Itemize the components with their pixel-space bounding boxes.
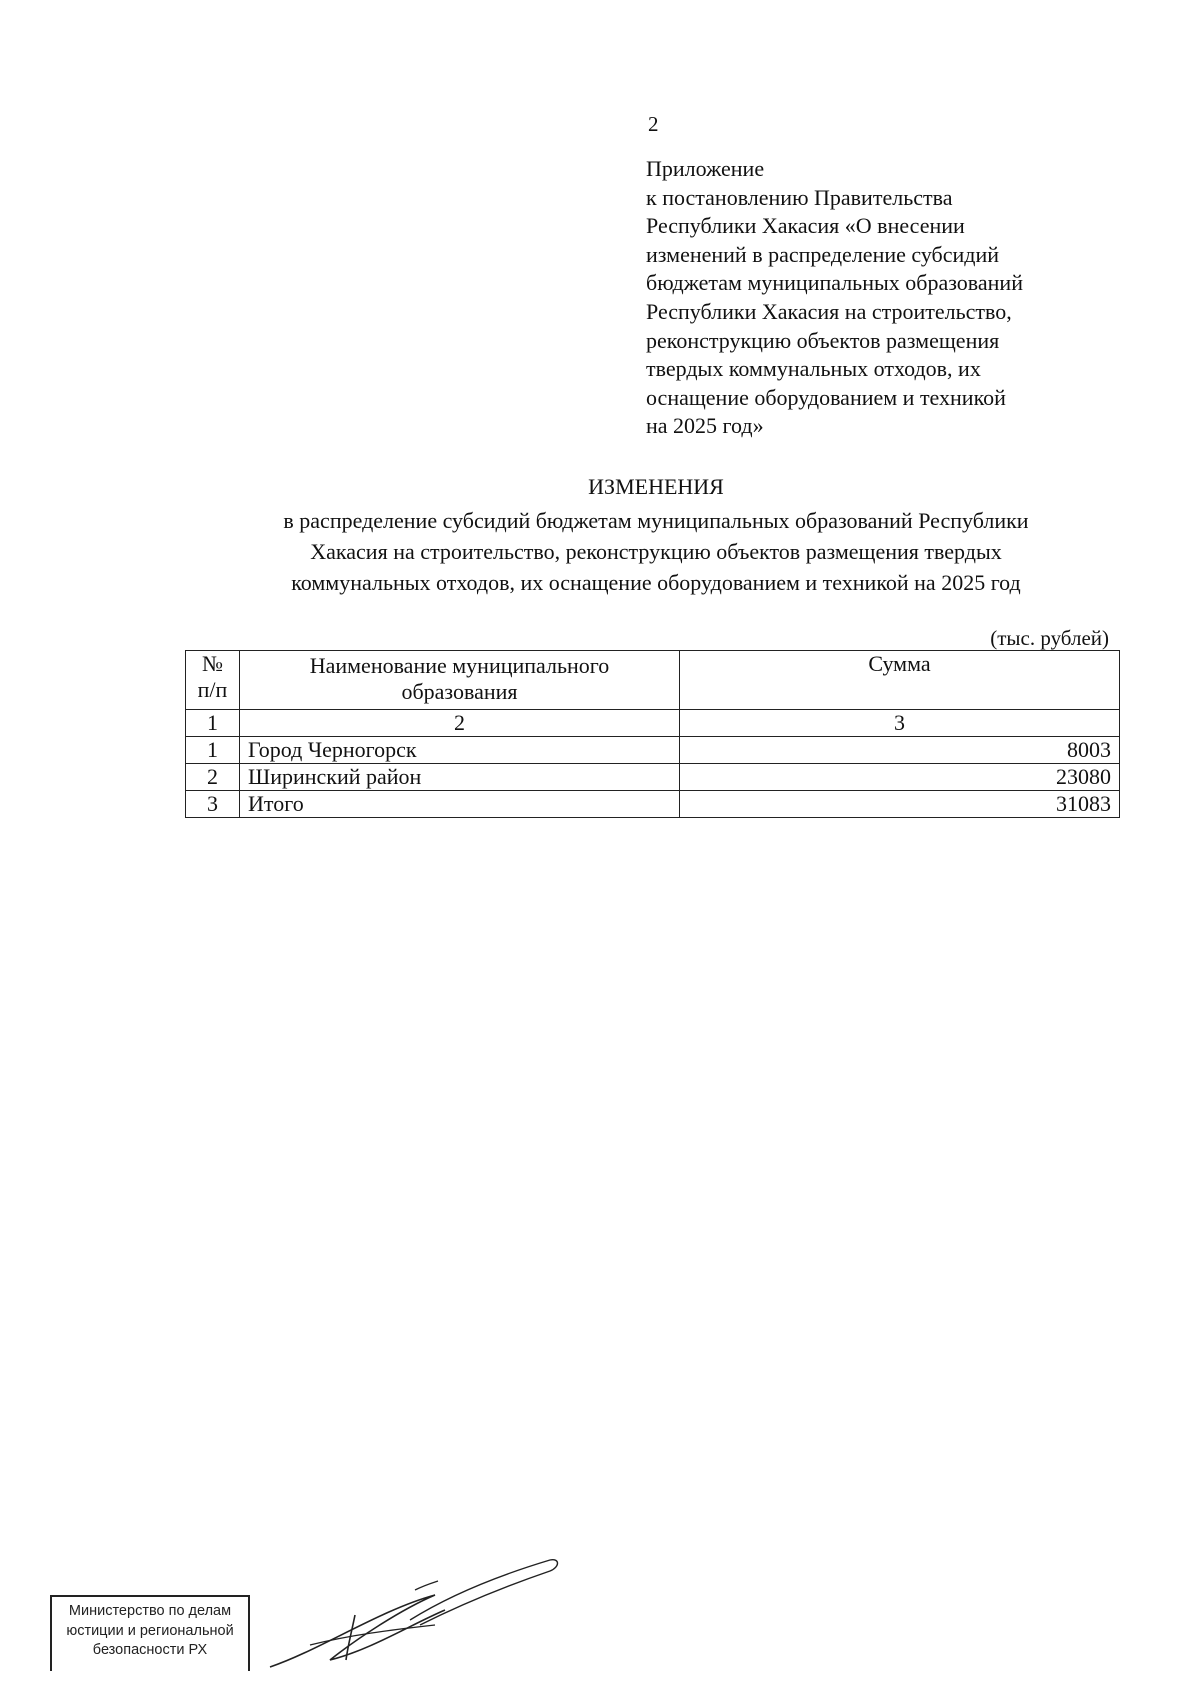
header-text: п/п (197, 677, 228, 702)
appendix-line: Приложение (646, 156, 765, 181)
appendix-line: оснащение оборудованием и техникой (646, 384, 1006, 410)
page-number: 2 (648, 112, 659, 136)
signature-stroke (270, 1595, 445, 1667)
appendix-line: на 2025 год» (646, 413, 764, 439)
header-cell-sum (680, 651, 1120, 710)
table-row (186, 764, 1120, 791)
document-title: ИЗМЕНЕНИЯ (588, 474, 724, 499)
stamp-line: юстиции и региональной (66, 1622, 234, 1639)
table-header-row (186, 651, 1120, 710)
signature-icon (260, 1555, 570, 1675)
column-number: 3 (680, 710, 1120, 737)
appendix-line: реконструкцию объектов размещения (646, 327, 1000, 353)
subtitle-line: Хакасия на строительство, реконструкцию объектов размещения твердых (310, 539, 1002, 564)
row-name: Город Черногорск (240, 737, 680, 764)
column-number: 1 (186, 710, 240, 737)
appendix-block (646, 155, 1116, 441)
column-numbers-row (186, 710, 1120, 737)
appendix-line: бюджетам муниципальных образований (646, 270, 1023, 296)
row-number: 1 (186, 737, 240, 764)
table-row (186, 791, 1120, 818)
subtitle-line: коммунальных отходов, их оснащение оборудованием и техникой на 2025 год (291, 570, 1021, 595)
appendix-line: Республики Хакасия «О внесении (646, 213, 965, 239)
row-number: 2 (186, 764, 240, 791)
stamp-line: Министерство по делам (68, 1603, 232, 1619)
stamp-line: безопасности РХ (92, 1642, 208, 1658)
row-number: 3 (186, 791, 240, 818)
header-text: № (202, 651, 223, 676)
units-label: (тыс. рублей) (990, 626, 1109, 650)
header-text: Сумма (868, 651, 931, 676)
ministry-stamp (50, 1595, 250, 1671)
table-row (186, 737, 1120, 764)
appendix-line: к постановлению Правительства (646, 184, 953, 210)
header-text: Наименование муниципального (309, 653, 610, 678)
signature-stroke (415, 1581, 438, 1590)
row-name: Ширинский район (240, 764, 680, 791)
row-name: Итого (240, 791, 680, 818)
row-sum: 8003 (680, 737, 1120, 764)
appendix-line: изменений в распределение субсидий (646, 241, 1000, 267)
appendix-line: твердых коммунальных отходов, их (646, 356, 981, 382)
subtitle-line: в распределение субсидий бюджетам муниципальных образований Республики (283, 508, 1029, 533)
row-sum: 31083 (680, 791, 1120, 818)
column-number: 2 (240, 710, 680, 737)
header-text: образования (401, 679, 518, 704)
appendix-line: Республики Хакасия на строительство, (646, 298, 1012, 324)
subsidy-table (185, 650, 1120, 818)
document-subtitle (200, 505, 1112, 598)
header-cell-number (186, 651, 240, 710)
row-sum: 23080 (680, 764, 1120, 791)
header-cell-name (240, 651, 680, 710)
